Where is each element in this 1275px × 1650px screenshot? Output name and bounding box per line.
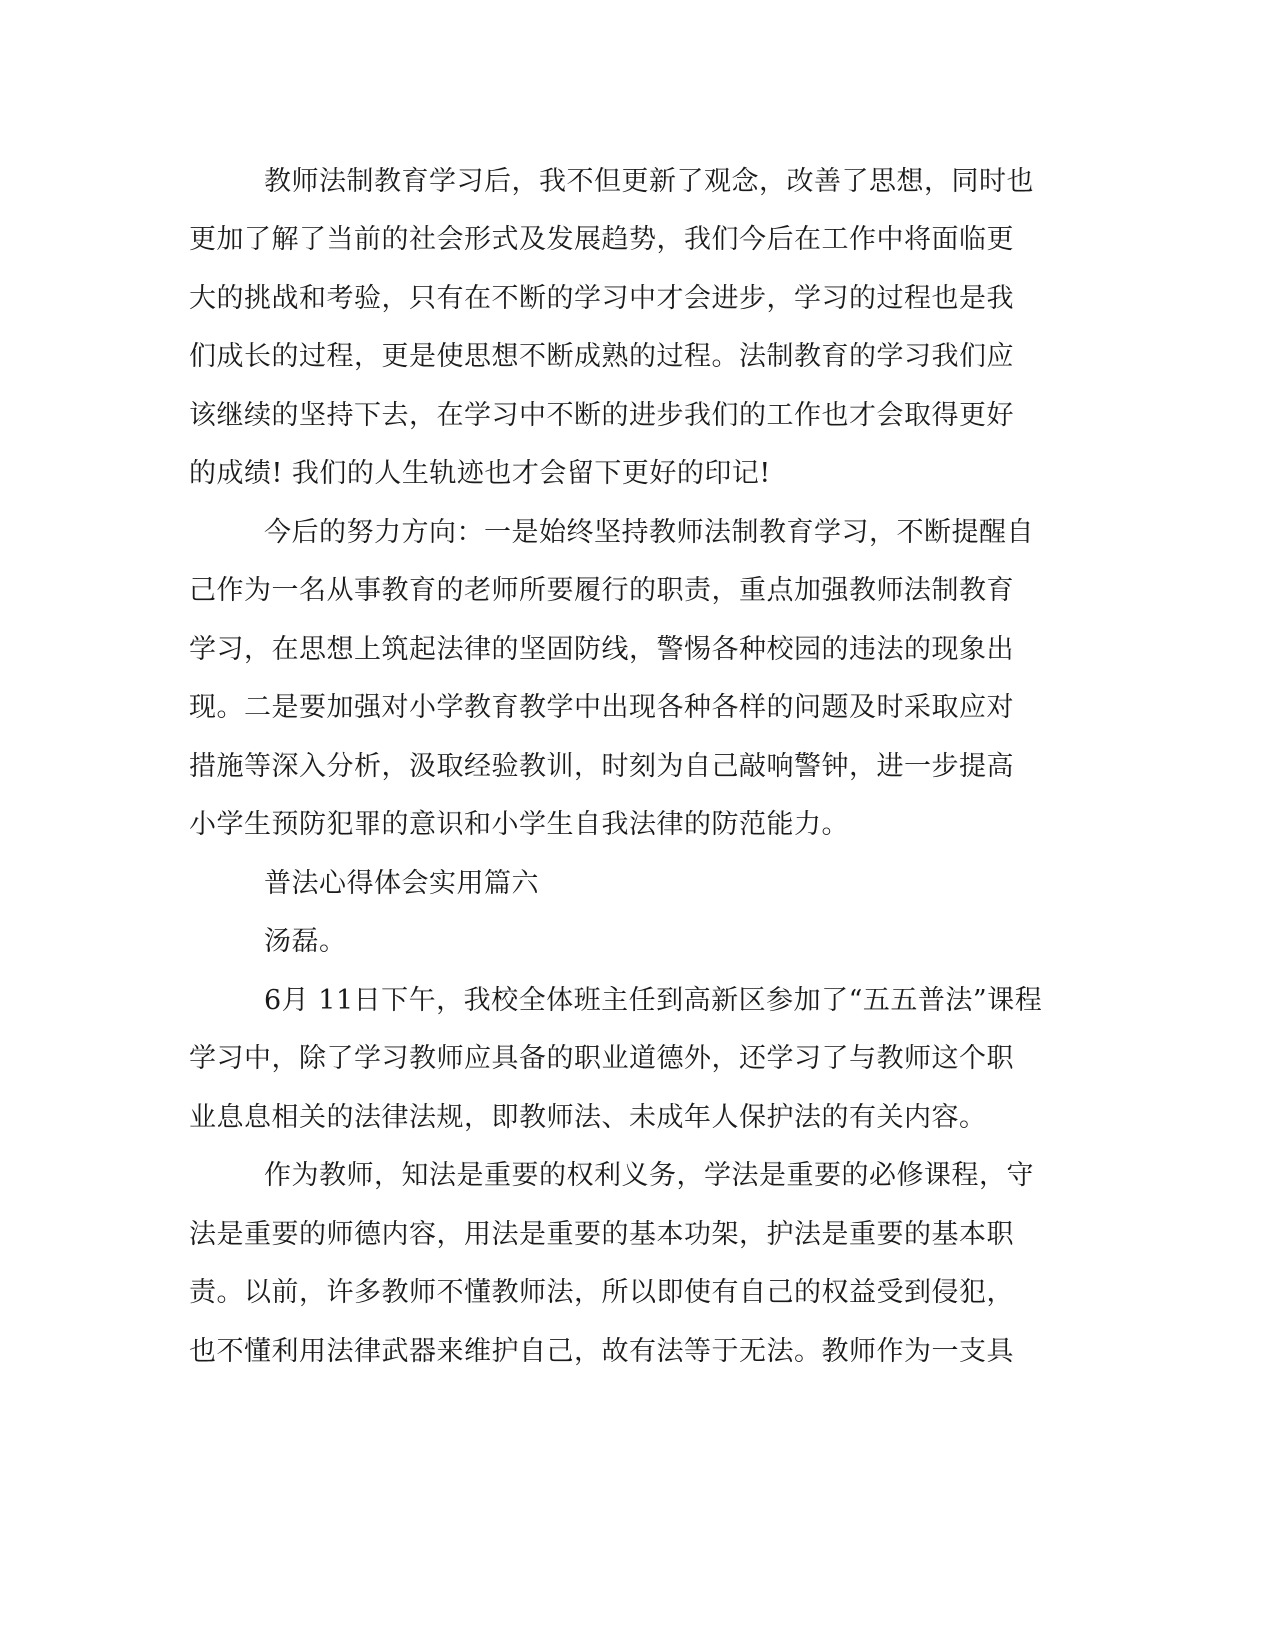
paragraph-line: 大的挑战和考验，只有在不断的学习中才会进步，学习的过程也是我 [189,283,1014,314]
paragraph-line: 责。以前，许多教师不懂教师法，所以即使有自己的权益受到侵犯， [189,1277,1014,1308]
paragraph-line: 现。二是要加强对小学教育教学中出现各种各样的问题及时采取应对 [189,692,1014,723]
author-name: 汤磊。 [264,926,347,957]
paragraph-line: 己作为一名从事教育的老师所要履行的职责，重点加强教师法制教育 [189,575,1014,606]
paragraph-line: 更加了解了当前的社会形式及发展趋势，我们今后在工作中将面临更 [189,224,1014,255]
paragraph-line: 法是重要的师德内容，用法是重要的基本功架，护法是重要的基本职 [189,1219,1014,1250]
paragraph-line: 该继续的坚持下去，在学习中不断的进步我们的工作也才会取得更好 [189,400,1014,431]
paragraph-line: 作为教师，知法是重要的权利义务，学法是重要的必修课程，守 [264,1160,1034,1191]
paragraph-line: 6月 11日下午，我校全体班主任到高新区参加了“五五普法”课程 [264,985,1043,1016]
paragraph-line: 教师法制教育学习后，我不但更新了观念，改善了思想，同时也 [264,166,1034,197]
section-heading: 普法心得体会实用篇六 [264,868,539,899]
paragraph-line: 的成绩! 我们的人生轨迹也才会留下更好的印记! [189,458,771,489]
paragraph-line: 学习中，除了学习教师应具备的职业道德外，还学习了与教师这个职 [189,1043,1014,1074]
paragraph-line: 业息息相关的法律法规，即教师法、未成年人保护法的有关内容。 [189,1102,987,1133]
paragraph-line: 措施等深入分析，汲取经验教训，时刻为自己敲响警钟，进一步提高 [189,751,1014,782]
paragraph-line: 小学生预防犯罪的意识和小学生自我法律的防范能力。 [189,809,849,840]
paragraph-line: 今后的努力方向：一是始终坚持教师法制教育学习，不断提醒自 [264,517,1034,548]
paragraph-line: 学习，在思想上筑起法律的坚固防线，警惕各种校园的违法的现象出 [189,634,1014,665]
paragraph-line: 也不懂利用法律武器来维护自己，故有法等于无法。教师作为一支具 [189,1336,1014,1367]
paragraph-line: 们成长的过程，更是使思想不断成熟的过程。法制教育的学习我们应 [189,341,1014,372]
